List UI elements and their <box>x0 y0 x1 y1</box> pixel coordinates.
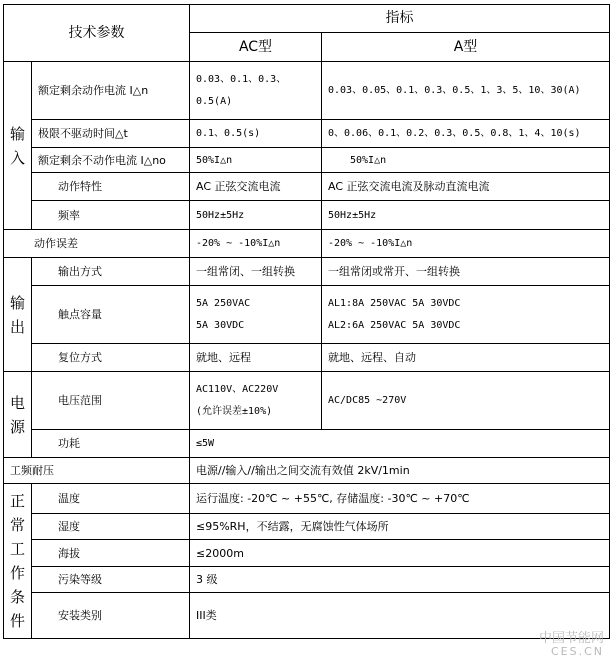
value-output-mode-ac: 一组常闭、一组转换 <box>190 258 322 286</box>
label-characteristic: 动作特性 <box>32 173 190 201</box>
value-reset-ac: 就地、远程 <box>190 344 322 372</box>
value-frequency-ac: 50Hz±5Hz <box>190 201 322 230</box>
header-a-type: A型 <box>322 33 610 62</box>
label-output-mode: 输出方式 <box>32 258 190 286</box>
label-reset: 复位方式 <box>32 344 190 372</box>
label-pollution: 污染等级 <box>32 567 190 593</box>
value-limit-time-a: 0、0.06、0.1、0.2、0.3、0.5、0.8、1、4、10(s) <box>322 120 610 148</box>
value-contact-ac: 5A 250VAC 5A 30VDC <box>190 286 322 344</box>
value-altitude: ≤2000m <box>190 540 610 567</box>
label-voltage: 电压范围 <box>32 372 190 430</box>
value-rated-residual-ac: 0.03、0.1、0.3、 0.5(A) <box>190 62 322 120</box>
label-install: 安装类别 <box>32 593 190 639</box>
value-pollution: 3 级 <box>190 567 610 593</box>
section-normal-conditions: 正 常 工 作 条 件 <box>4 484 32 639</box>
value-humidity: ≤95%RH，不结露，无腐蚀性气体场所 <box>190 514 610 540</box>
label-humidity: 湿度 <box>32 514 190 540</box>
value-output-mode-a: 一组常闭或常开、一组转换 <box>322 258 610 286</box>
label-temperature: 温度 <box>32 484 190 514</box>
value-frequency-a: 50Hz±5Hz <box>322 201 610 230</box>
value-consumption: ≤5W <box>190 430 610 458</box>
value-withstand: 电源//输入//输出之间交流有效值 2kV/1min <box>190 458 610 484</box>
header-spec: 指标 <box>190 5 610 33</box>
value-voltage-ac: AC110V、AC220V (允许误差±10%) <box>190 372 322 430</box>
header-ac-type: AC型 <box>190 33 322 62</box>
value-temperature: 运行温度: -20℃ ~ +55℃, 存储温度: -30℃ ~ +70℃ <box>190 484 610 514</box>
section-input: 输 入 <box>4 62 32 230</box>
value-rated-residual-a: 0.03、0.05、0.1、0.3、0.5、1、3、5、10、30(A) <box>322 62 610 120</box>
value-error-a: -20% ~ -10%I△n <box>322 230 610 258</box>
label-altitude: 海拔 <box>32 540 190 567</box>
value-error-ac: -20% ~ -10%I△n <box>190 230 322 258</box>
value-contact-a: AL1:8A 250VAC 5A 30VDC AL2:6A 250VAC 5A 30VDC <box>322 286 610 344</box>
value-limit-time-ac: 0.1、0.5(s) <box>190 120 322 148</box>
label-error: 动作误差 <box>4 230 190 258</box>
label-consumption: 功耗 <box>32 430 190 458</box>
label-frequency: 频率 <box>32 201 190 230</box>
value-voltage-a: AC/DC85 ~270V <box>322 372 610 430</box>
label-rated-residual: 额定剩余动作电流 I△n <box>32 62 190 120</box>
section-output: 输 出 <box>4 258 32 372</box>
label-non-operate: 额定剩余不动作电流 I△no <box>32 148 190 173</box>
watermark-logo: 中国节能网 CES.CN <box>538 631 604 658</box>
value-install: III类 <box>190 593 610 639</box>
label-withstand: 工频耐压 <box>4 458 190 484</box>
value-characteristic-ac: AC 正弦交流电流 <box>190 173 322 201</box>
header-param: 技术参数 <box>4 5 190 62</box>
value-non-operate-a: 50%I△n <box>322 148 610 173</box>
spec-table <box>3 4 610 639</box>
value-reset-a: 就地、远程、自动 <box>322 344 610 372</box>
label-contact: 触点容量 <box>32 286 190 344</box>
label-limit-time: 极限不驱动时间△t <box>32 120 190 148</box>
section-power: 电 源 <box>4 372 32 458</box>
value-non-operate-ac: 50%I△n <box>190 148 322 173</box>
value-characteristic-a: AC 正弦交流电流及脉动直流电流 <box>322 173 610 201</box>
